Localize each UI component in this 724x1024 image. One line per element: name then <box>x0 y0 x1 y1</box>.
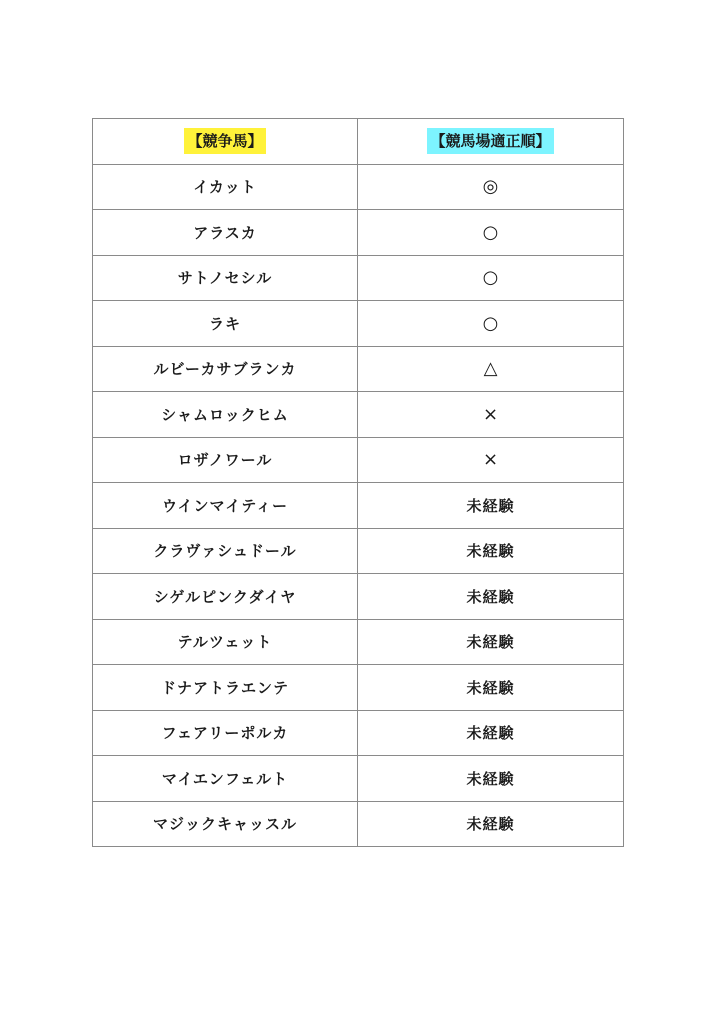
rating-cell: 未経験 <box>358 665 624 711</box>
aptitude-table-container <box>92 118 623 847</box>
table-row <box>93 483 624 529</box>
table-row <box>93 346 624 392</box>
horse-name-cell: ドナアトラエンテ <box>93 665 358 711</box>
rating-circle: ○ <box>482 312 499 334</box>
rating-cell <box>358 301 624 347</box>
table-header-row <box>93 119 624 165</box>
rating-cell: 未経験 <box>358 710 624 756</box>
rating-cell: 未経験 <box>358 619 624 665</box>
table-row <box>93 255 624 301</box>
table-row <box>93 756 624 802</box>
table-row <box>93 210 624 256</box>
table-row <box>93 665 624 711</box>
rating-cell <box>358 437 624 483</box>
rating-cell: 未経験 <box>358 756 624 802</box>
table-row <box>93 528 624 574</box>
rating-cell <box>358 164 624 210</box>
horse-name-cell: シャムロックヒム <box>93 392 358 438</box>
rating-cell: 未経験 <box>358 574 624 620</box>
table-row <box>93 801 624 847</box>
horse-name-cell: ルビーカサブランカ <box>93 346 358 392</box>
aptitude-column-header <box>358 119 624 165</box>
horse-name-cell: クラヴァシュドール <box>93 528 358 574</box>
horse-name-cell: ウインマイティー <box>93 483 358 529</box>
rating-cell: 未経験 <box>358 801 624 847</box>
rating-cell <box>358 210 624 256</box>
rating-circle: ○ <box>482 221 499 243</box>
rating-cell <box>358 346 624 392</box>
table-row <box>93 301 624 347</box>
table-row <box>93 574 624 620</box>
horse-column-header <box>93 119 358 165</box>
horse-name-cell: ロザノワール <box>93 437 358 483</box>
aptitude-table <box>92 118 624 847</box>
horse-name-cell: テルツェット <box>93 619 358 665</box>
rating-cell <box>358 255 624 301</box>
table-row <box>93 437 624 483</box>
rating-cross: × <box>482 403 499 425</box>
rating-cell: 未経験 <box>358 483 624 529</box>
rating-triangle: △ <box>483 358 498 380</box>
aptitude-column-header-label: 【競馬場適正順】 <box>427 128 553 154</box>
rating-double-circle: ◎ <box>482 176 499 198</box>
horse-column-header-label: 【競争馬】 <box>184 128 265 154</box>
horse-name-cell: サトノセシル <box>93 255 358 301</box>
horse-name-cell: フェアリーポルカ <box>93 710 358 756</box>
horse-name-cell: シゲルピンクダイヤ <box>93 574 358 620</box>
rating-cell <box>358 392 624 438</box>
rating-cross: × <box>482 449 499 471</box>
table-row <box>93 392 624 438</box>
horse-name-cell: ラキ <box>93 301 358 347</box>
rating-cell: 未経験 <box>358 528 624 574</box>
table-body <box>93 119 624 847</box>
horse-name-cell: マジックキャッスル <box>93 801 358 847</box>
horse-name-cell: マイエンフェルト <box>93 756 358 802</box>
table-row <box>93 710 624 756</box>
horse-name-cell: イカット <box>93 164 358 210</box>
rating-circle: ○ <box>482 267 499 289</box>
table-row <box>93 164 624 210</box>
table-row <box>93 619 624 665</box>
horse-name-cell: アラスカ <box>93 210 358 256</box>
